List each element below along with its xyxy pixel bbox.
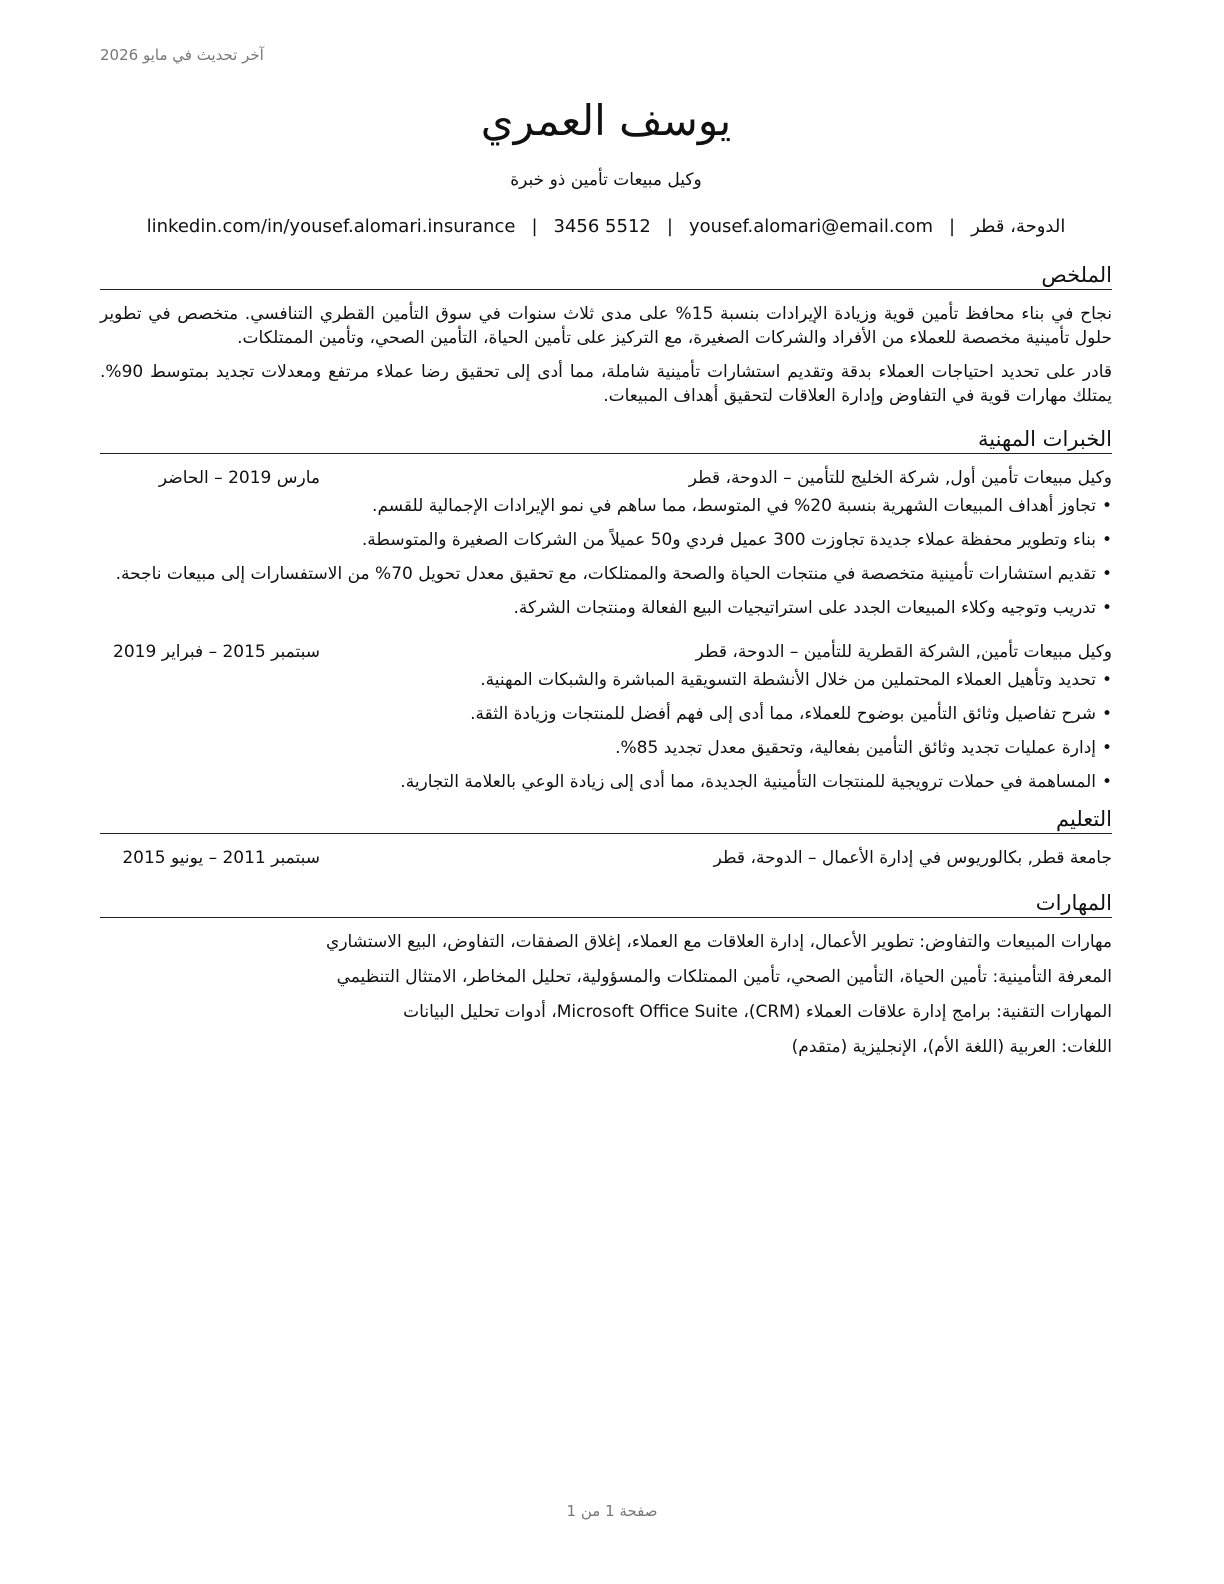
contact-separator: | bbox=[949, 216, 956, 237]
job-title-company: وكيل مبيعات تأمين, الشركة القطرية للتأمين – الدوحة، قطر bbox=[695, 642, 1112, 662]
degree-institution: جامعة قطر, بكالوريوس في إدارة الأعمال – الدوحة، قطر bbox=[713, 848, 1112, 868]
job-achievements bbox=[100, 668, 1112, 794]
list-item: • تدريب وتوجيه وكلاء المبيعات الجدد على استراتيجيات البيع الفعالة ومنتجات الشركة. bbox=[100, 596, 1112, 620]
job-header bbox=[100, 640, 1112, 664]
contact-linkedin[interactable]: linkedin.com/in/yousef.alomari.insurance bbox=[146, 216, 516, 237]
list-item: • المساهمة في حملات ترويجية للمنتجات التأمينية الجديدة، مما أدى إلى زيادة الوعي بالعلامة التجارية. bbox=[100, 770, 1112, 794]
list-item: • تقديم استشارات تأمينية متخصصة في منتجات الحياة والصحة والممتلكات، مع تحقيق معدل تحويل 70% من الاستفسارات إلى مبيعات ناجحة. bbox=[100, 562, 1112, 586]
contact-separator: | bbox=[531, 216, 538, 237]
job-entry bbox=[100, 640, 1112, 794]
skill-line: مهارات المبيعات والتفاوض: تطوير الأعمال، إدارة العلاقات مع العملاء، إغلاق الصفقات، التفاوض، البيع الاستشاري bbox=[326, 932, 1112, 952]
candidate-title: وكيل مبيعات تأمين ذو خبرة bbox=[510, 170, 702, 190]
page-number: صفحة 1 من 1 bbox=[566, 1502, 658, 1520]
skill-line: المعرفة التأمينية: تأمين الحياة، التأمين الصحي، تأمين الممتلكات والمسؤولية، تحليل المخاطر، الامتثال التنظيمي bbox=[336, 967, 1112, 987]
contact-separator: | bbox=[666, 216, 673, 237]
job-dates: سبتمبر 2015 – فبراير 2019 bbox=[113, 642, 320, 662]
list-item: • تحديد وتأهيل العملاء المحتملين من خلال الأنشطة التسويقية المباشرة والشبكات المهنية. bbox=[100, 668, 1112, 692]
contact-phone: 3456 5512 bbox=[553, 216, 651, 237]
education-dates: سبتمبر 2011 – يونيو 2015 bbox=[122, 848, 320, 868]
job-dates: مارس 2019 – الحاضر bbox=[158, 468, 320, 488]
job-entry bbox=[100, 466, 1112, 620]
contact-line bbox=[100, 214, 1112, 240]
education-entry bbox=[100, 846, 1112, 870]
contact-email[interactable]: yousef.alomari@email.com bbox=[688, 216, 934, 237]
summary-section bbox=[100, 262, 1112, 408]
experience-section bbox=[100, 426, 1112, 794]
list-item: • بناء وتطوير محفظة عملاء جديدة تجاوزت 300 عميل فردي و50 عميلاً من الشركات الصغيرة والمتوسطة. bbox=[100, 528, 1112, 552]
education-section bbox=[100, 806, 1112, 870]
list-item: • شرح تفاصيل وثائق التأمين بوضوح للعملاء، مما أدى إلى فهم أفضل للمنتجات وزيادة الثقة. bbox=[100, 702, 1112, 726]
experience-heading: الخبرات المهنية bbox=[100, 426, 1112, 454]
summary-paragraph: نجاح في بناء محافظ تأمين قوية وزيادة الإيرادات بنسبة 15% على مدى ثلاث سنوات في سوق التأمين القطري التنافسي. متخصص في تطوير حلول تأمينية مخصصة للعملاء من الأفراد والشركات الصغيرة، مع التركيز على تأمين الحياة، التأمين الصحي، وتأمين الممتلكات. bbox=[100, 304, 1112, 348]
job-title-company: وكيل مبيعات تأمين أول, شركة الخليج للتأمين – الدوحة، قطر bbox=[688, 468, 1112, 488]
skill-line: اللغات: العربية (اللغة الأم)، الإنجليزية (متقدم) bbox=[791, 1037, 1112, 1057]
summary-paragraph: قادر على تحديد احتياجات العملاء بدقة وتقديم استشارات تأمينية شاملة، مما أدى إلى تحقيق رضا عملاء مرتفع ومعدلات تجديد بمتوسط 90%. يمتلك مهارات قوية في التفاوض وإدارة العلاقات لتحقيق أهداف المبيعات. bbox=[100, 362, 1112, 406]
last-updated-note: آخر تحديث في مايو 2026 bbox=[100, 46, 264, 64]
contact-location: الدوحة، قطر bbox=[971, 216, 1066, 237]
skills-heading: المهارات bbox=[100, 890, 1112, 918]
skills-section bbox=[100, 890, 1112, 1059]
resume-document bbox=[100, 92, 1112, 1070]
list-item: • تجاوز أهداف المبيعات الشهرية بنسبة 20% في المتوسط، مما ساهم في نمو الإيرادات الإجمالية للقسم. bbox=[100, 494, 1112, 518]
job-header bbox=[100, 466, 1112, 490]
summary-heading: الملخص bbox=[100, 262, 1112, 290]
list-item: • إدارة عمليات تجديد وثائق التأمين بفعالية، وتحقيق معدل تجديد 85%. bbox=[100, 736, 1112, 760]
education-heading: التعليم bbox=[100, 806, 1112, 834]
skill-line: المهارات التقنية: برامج إدارة علاقات العملاء (CRM)، Microsoft Office Suite، أدوات تحليل البيانات bbox=[403, 1002, 1112, 1022]
job-achievements bbox=[100, 494, 1112, 620]
candidate-name: يوسف العمري bbox=[480, 96, 732, 145]
